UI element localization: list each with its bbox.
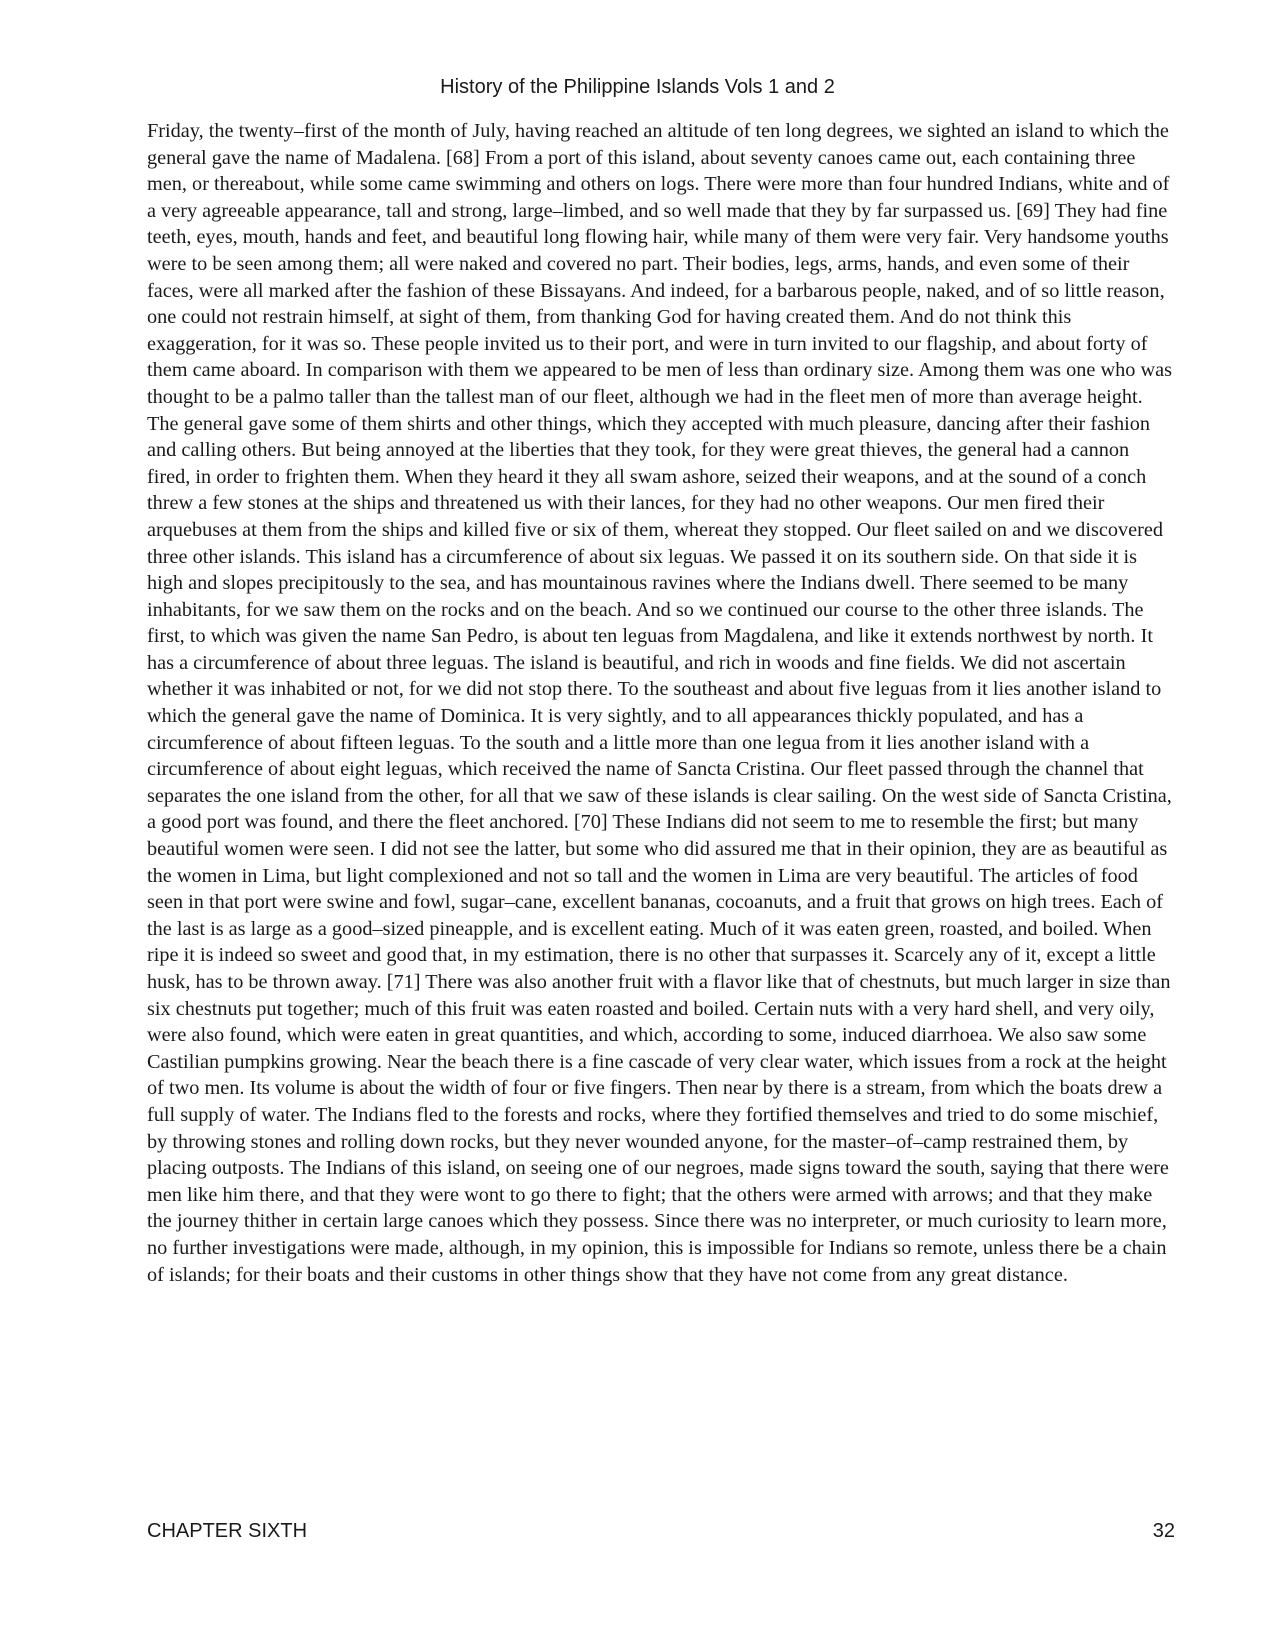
page-number: 32 (1152, 1520, 1175, 1542)
page-footer (147, 1518, 1175, 1544)
chapter-label: CHAPTER SIXTH (147, 1520, 308, 1542)
body-paragraph: Friday, the twenty–first of the month of July, having reached an altitude of ten long degrees, we sighted an island to which the general gave the name of Madalena. [68] From a port of this island, about seventy canoes came out, each containing three men, or thereabout, while some came swimming and others on logs. There were more than four hundred Indians, white and of a very agreeable appearance, tall and strong, large–limbed, and so well made that they by far surpassed us. [69] They had fine teeth, eyes, mouth, hands and feet, and beautiful long flowing hair, while many of them were very fair. Very handsome youths were to be seen among them; all were naked and covered no part. Their bodies, legs, arms, hands, and even some of their faces, were all marked after the fashion of these Bissayans. And indeed, for a barbarous people, naked, and of so little reason, one could not restrain himself, at sight of them, from thanking God for having created them. And do not think this exaggeration, for it was so. These people invited us to their port, and were in turn invited to our flagship, and about forty of them came aboard. In comparison with them we appeared to be men of less than ordinary size. Among them was one who was thought to be a palmo taller than the tallest man of our fleet, although we had in the fleet men of more than average height. The general gave some of them shirts and other things, which they accepted with much pleasure, dancing after their fashion and calling others. But being annoyed at the liberties that they took, for they were great thieves, the general had a cannon fired, in order to frighten them. When they heard it they all swam ashore, seized their weapons, and at the sound of a conch threw a few stones at the ships and threatened us with their lances, for they had no other weapons. Our men fired their arquebuses at them from the ships and killed five or six of them, whereat they stopped. Our fleet sailed on and we discovered three other islands. This island has a circumference of about six leguas. We passed it on its southern side. On that side it is high and slopes precipitously to the sea, and has mountainous ravines where the Indians dwell. There seemed to be many inhabitants, for we saw them on the rocks and on the beach. And so we continued our course to the other three islands. The first, to which was given the name San Pedro, is about ten leguas from Magdalena, and like it extends northwest by north. It has a circumference of about three leguas. The island is beautiful, and rich in woods and fine fields. We did not ascertain whether it was inhabited or not, for we did not stop there. To the southeast and about five leguas from it lies another island to which the general gave the name of Dominica. It is very sightly, and to all appearances thickly populated, and has a circumference of about fifteen leguas. To the south and a little more than one legua from it lies another island with a circumference of about eight leguas, which received the name of Sancta Cristina. Our fleet passed through the channel that separates the one island from the other, for all that we saw of these islands is clear sailing. On the west side of Sancta Cristina, a good port was found, and there the fleet anchored. [70] These Indians did not seem to me to resemble the first; but many beautiful women were seen. I did not see the latter, but some who did assured me that in their opinion, they are as beautiful as the women in Lima, but light complexioned and not so tall and the women in Lima are very beautiful. The articles of food seen in that port were swine and fowl, sugar–cane, excellent bananas, cocoanuts, and a fruit that grows on high trees. Each of the last is as large as a good–sized pineapple, and is excellent eating. Much of it was eaten green, roasted, and boiled. When ripe it is indeed so sweet and good that, in my estimation, there is no other that surpasses it. Scarcely any of it, except a little husk, has to be thrown away. [71] There was also another fruit with a flavor like that of chestnuts, but much larger in size than six chestnuts put together; much of this fruit was eaten roasted and boiled. Certain nuts with a very hard shell, and very oily, were also found, which were eaten in great quantities, and which, according to some, induced diarrhoea. We also saw some Castilian pumpkins growing. Near the beach there is a fine cascade of very clear water, which issues from a rock at the height of two men. Its volume is about the width of four or five fingers. Then near by there is a stream, from which the boats drew a full supply of water. The Indians fled to the forests and rocks, where they fortified themselves and tried to do some mischief, by throwing stones and rolling down rocks, but they never wounded anyone, for the master–of–camp restrained them, by placing outposts. The Indians of this island, on seeing one of our negroes, made signs toward the south, saying that there were men like him there, and that they were wont to go there to fight; that the others were armed with arrows; and that they make the journey thither in certain large canoes which they possess. Since there was no interpreter, or much curiosity to learn more, no further investigations were made, although, in my opinion, this is impossible for Indians so remote, unless there be a chain of islands; for their boats and their customs in other things show that they have not come from any great distance. (147, 120, 1173, 1286)
page-header (0, 74, 1275, 100)
book-title: History of the Philippine Islands Vols 1 and 2 (440, 76, 835, 98)
